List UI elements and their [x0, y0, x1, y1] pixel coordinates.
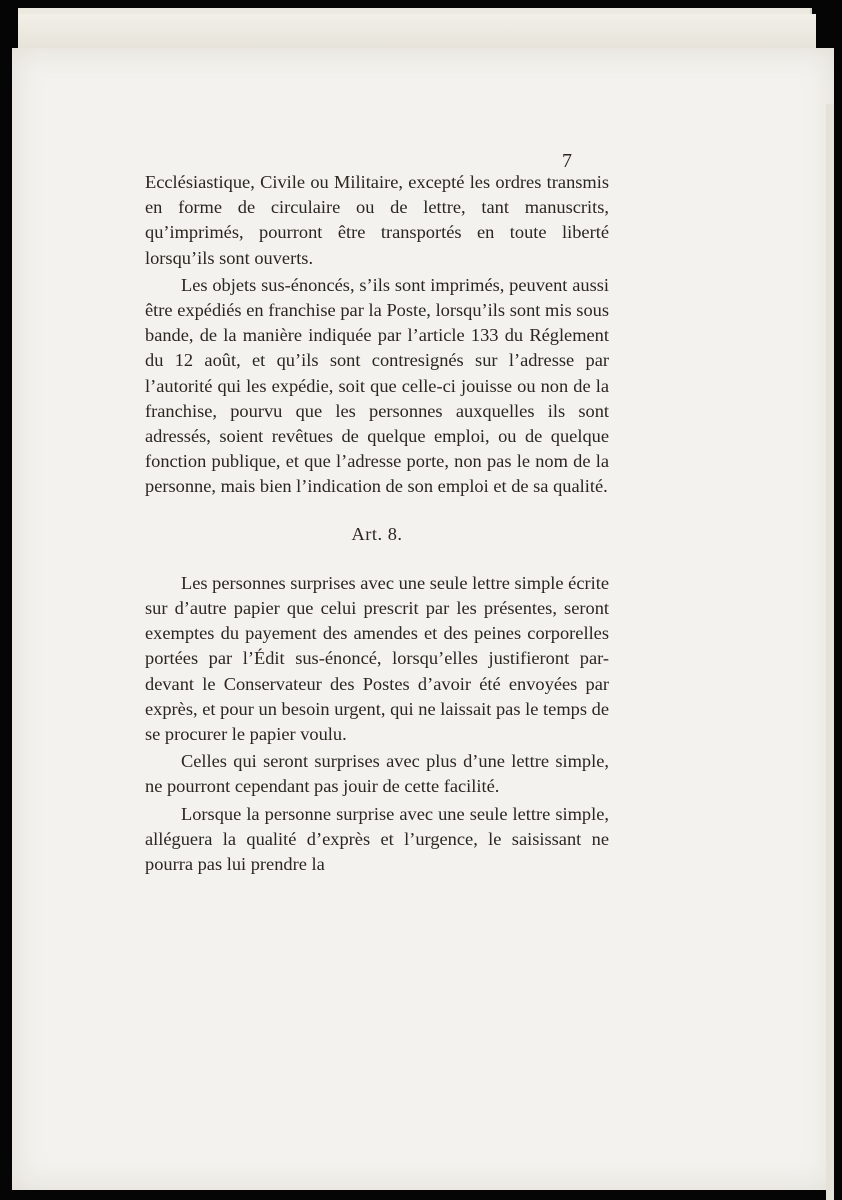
paragraph-franchise: Les objets sus-énoncés, s’ils sont imprimés, peuvent aussi être expédiés en franchise par la Poste, lorsqu’ils sont mis sous bande, de la manière indiquée par l’article 133 du Réglement du 12 août, et qu’ils sont contresignés sur l’adresse par l’autorité qui les expédie, soit que celle-ci jouisse ou non de la franchise, pourvu que les personnes auxquelles ils sont adressés, soient revêtues de quelque emploi, ou de quelque fonction publique, et que l’adresse porte, non pas le nom de la personne, mais bien l’indication de son emploi et de sa qualité. — [145, 274, 609, 497]
paragraph-multiple-letters: Celles qui seront surprises avec plus d’une lettre simple, ne pourront cependant pas jouir de cette facilité. — [145, 751, 609, 797]
paragraph-continuation: Ecclésiastique, Civile ou Militaire, excepté les ordres transmis en forme de circulaire ou de lettre, tant manuscrits, qu’imprimés, pourront être transportés en toute liberté lorsqu’ils sont ouverts. — [145, 172, 609, 268]
paragraph-surprised-persons: Les personnes surprises avec une seule lettre simple écrite sur d’autre papier que celui prescrit par les présentes, seront exemptes du payement des amendes et des peines corporelles portées par l’Édit sus-énoncé, lorsqu’elles justifieront par-devant le Conservateur des Postes d’avoir été envoyées par exprès, et pour un besoin urgent, qui ne laissait pas le temps de se procurer le papier voulu. — [145, 572, 609, 745]
article-heading: Art. 8. — [351, 523, 403, 544]
page-edge — [826, 104, 834, 1200]
paragraph-urgent-exception: Lorsque la personne surprise avec une seule lettre simple, alléguera la qualité d’exprès et l’urgence, le saisissant ne pourra pas lui prendre la — [145, 803, 609, 875]
document-text — [145, 170, 609, 877]
page-number: 7 — [562, 150, 572, 172]
